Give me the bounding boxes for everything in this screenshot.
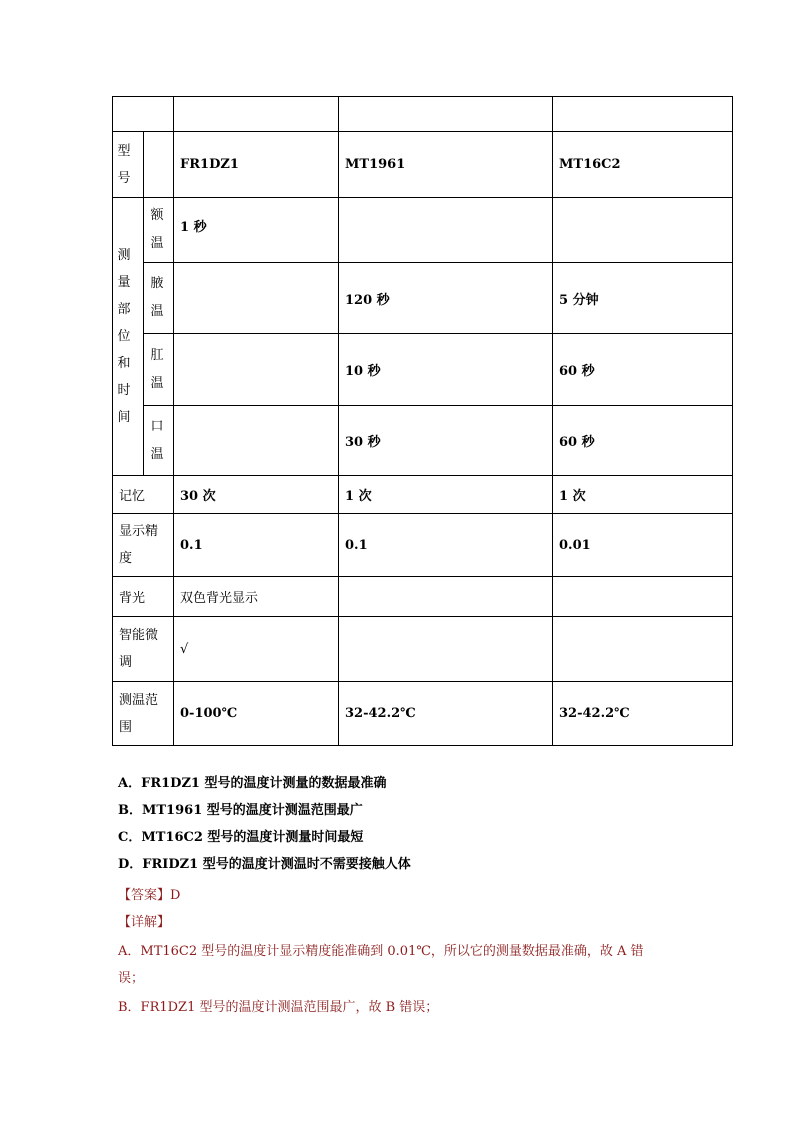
site-value: 10 秒 — [339, 334, 553, 406]
table-row — [113, 263, 733, 334]
site-value — [174, 406, 339, 476]
option-c: C．MT16C2 型号的温度计测量时间最短 — [118, 830, 364, 845]
site-label: 腋温 — [150, 276, 164, 319]
row-value: 0.1 — [339, 514, 553, 577]
table-row — [113, 617, 733, 682]
row-value: 30 次 — [174, 476, 339, 514]
table-row — [113, 97, 733, 132]
table-row — [113, 198, 733, 263]
site-value — [339, 198, 553, 263]
table-cell — [339, 97, 553, 132]
explanation-a-line2: 误； — [118, 971, 145, 986]
site-value: 120 秒 — [339, 263, 553, 334]
row-value: 双色背光显示 — [174, 577, 339, 617]
table-row — [113, 514, 733, 577]
table-row — [113, 682, 733, 746]
answer-label: 【答案】D — [118, 888, 181, 903]
model-name: MT1961 — [339, 132, 553, 198]
table-row — [113, 577, 733, 617]
row-value: 32-42.2℃ — [553, 682, 733, 746]
explanation-b: B．FR1DZ1 型号的温度计测温范围最广，故 B 错误； — [118, 1000, 439, 1015]
table-row — [113, 334, 733, 406]
detail-label: 【详解】 — [118, 915, 171, 930]
site-label: 肛温 — [150, 347, 164, 391]
row-value — [339, 577, 553, 617]
row-label: 显示精度 — [113, 514, 174, 577]
row-label: 测温范围 — [113, 682, 174, 746]
site-label: 额温 — [150, 208, 164, 251]
row-value: 1 次 — [553, 476, 733, 514]
site-value: 60 秒 — [553, 406, 733, 476]
option-b: B．MT1961 型号的温度计测温范围最广 — [118, 803, 363, 818]
model-header-label: 型号 — [117, 143, 131, 186]
site-value: 5 分钟 — [553, 263, 733, 334]
site-value — [174, 334, 339, 406]
model-name: MT16C2 — [553, 132, 733, 198]
row-value: √ — [174, 617, 339, 682]
table-cell — [174, 97, 339, 132]
row-value: 0.01 — [553, 514, 733, 577]
table-cell — [113, 198, 144, 476]
row-value: 1 次 — [339, 476, 553, 514]
row-value: 0.1 — [174, 514, 339, 577]
model-name: FR1DZ1 — [174, 132, 339, 198]
answer-options — [118, 774, 411, 882]
row-value — [553, 617, 733, 682]
measurement-group-label: 测量部位和时间 — [117, 248, 131, 425]
table-row — [113, 132, 733, 198]
table-cell — [113, 132, 144, 198]
site-value: 30 秒 — [339, 406, 553, 476]
explanation-a-line1: A．MT16C2 型号的温度计显示精度能准确到 0.01℃，所以它的测量数据最准确，故 A 错 — [118, 944, 644, 959]
option-d: D．FRIDZ1 型号的温度计测温时不需要接触人体 — [118, 857, 411, 872]
site-label: 口温 — [150, 418, 164, 462]
thermometer-spec-table — [112, 96, 733, 746]
row-label: 记忆 — [113, 476, 174, 514]
row-value: 0-100℃ — [174, 682, 339, 746]
site-value: 60 秒 — [553, 334, 733, 406]
table-row — [113, 476, 733, 514]
option-a: A．FR1DZ1 型号的温度计测量的数据最准确 — [118, 776, 387, 791]
row-value: 32-42.2℃ — [339, 682, 553, 746]
row-value — [553, 577, 733, 617]
table-row — [113, 406, 733, 476]
table-cell — [113, 97, 174, 132]
table-cell — [144, 132, 174, 198]
row-label: 背光 — [113, 577, 174, 617]
row-label: 智能微调 — [113, 617, 174, 682]
row-value — [339, 617, 553, 682]
table-cell — [553, 97, 733, 132]
site-value: 1 秒 — [174, 198, 339, 263]
site-value — [174, 263, 339, 334]
site-value — [553, 198, 733, 263]
